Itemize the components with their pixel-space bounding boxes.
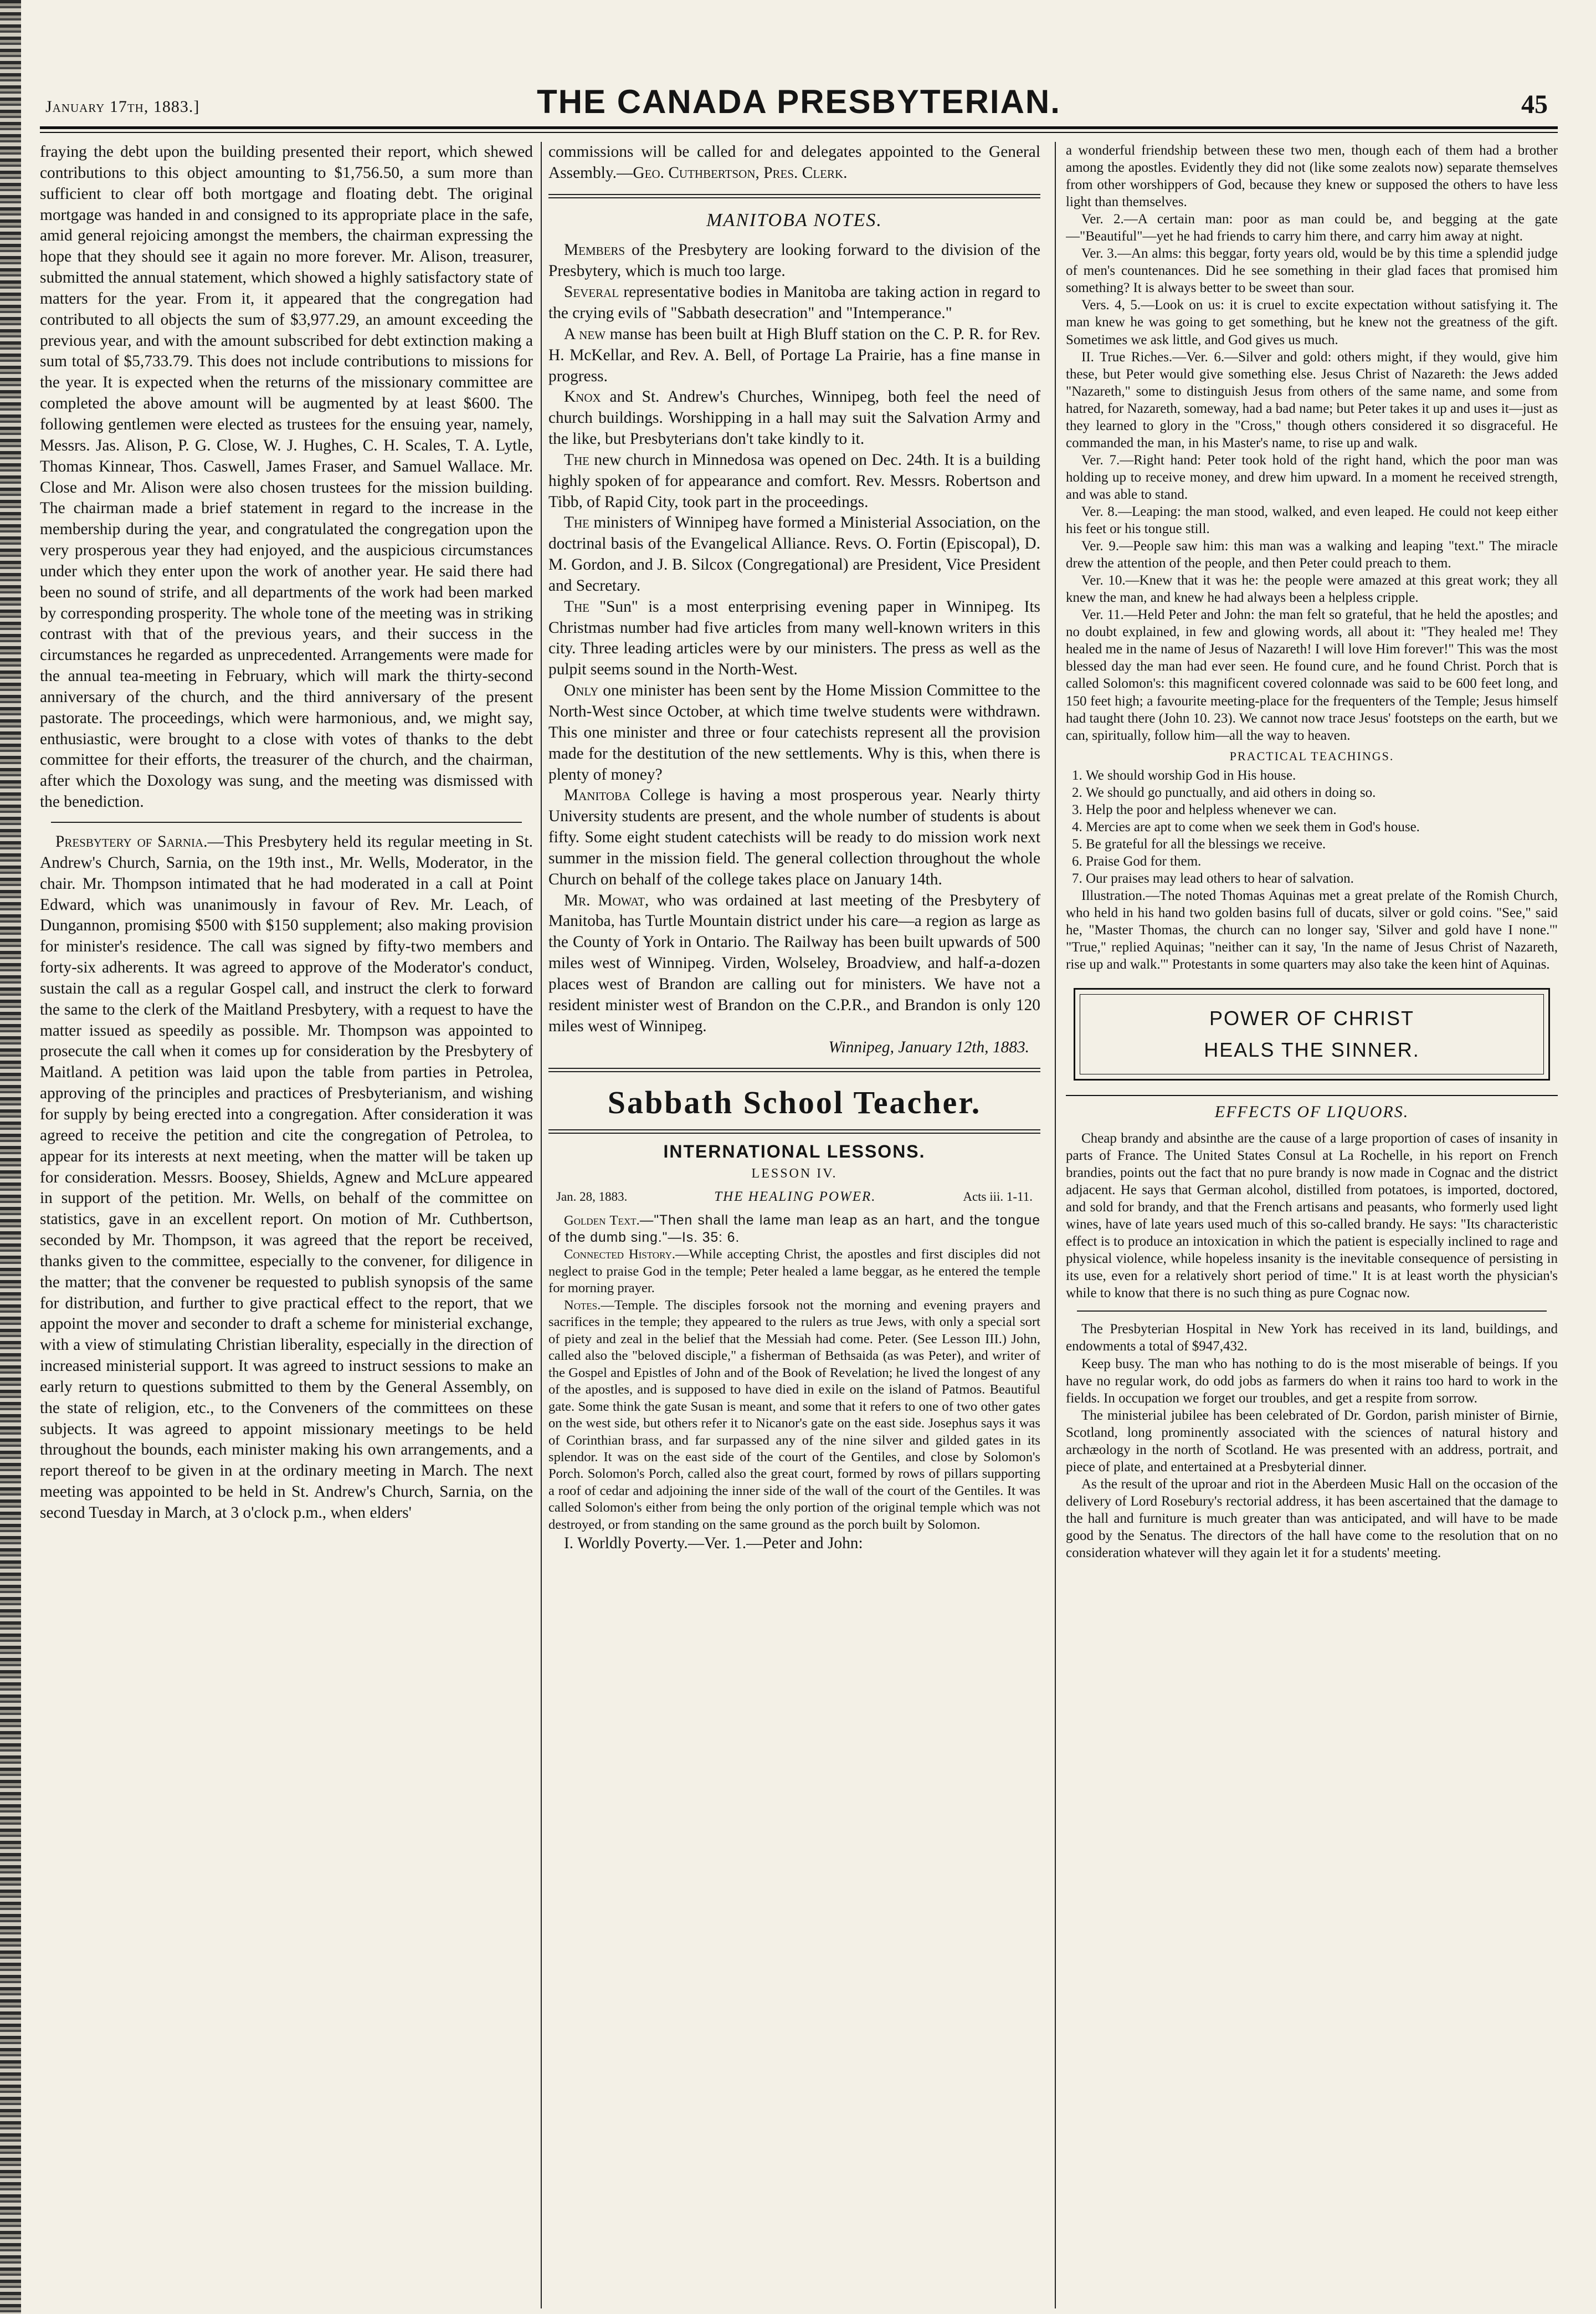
note-lead: Mr. Mowat, [564,891,649,909]
note-text: "Sun" is a most enterprising evening paper in Winnipeg. Its Christmas number had five articles from many well-known writers in this city. Three leading articles were by our ministers. The press as well as the pulpit seems sound in the North-West. [548,597,1040,679]
illustration: Illustration.—The noted Thomas Aquinas met a great prelate of the Romish Church, who held in his hand two golden basins full of ducats, silver or gold coins. "See," said he, "Master Thomas, the church can no longer say, 'Silver and gold have I none.'" "True," replied Aquinas; "neither can it say, 'In the name of Jesus Christ of Nazareth, rise up and walk.'" Protestants in some quarters may also take the keen hint of Aquinas. [1066,888,1558,972]
international-lessons-heading: INTERNATIONAL LESSONS. [663,1141,926,1161]
publication-title: THE CANADA PRESBYTERIAN. [537,83,1061,120]
continuation-text: commissions will be called for and delegates appointed to the General Assembly. [548,143,1040,182]
manitoba-note [548,680,1040,785]
teaching-item: 4. Mercies are apt to come when we seek them in God's house. [1086,818,1558,836]
verse-11: Ver. 11.—Held Peter and John: the man felt so grateful, that he held the apostles; and no doubt explained, in few and glowing words, all about it: "They healed me! They healed me in the name of Jesus of Nazareth! I will love Him forever!" This was the most blessed day the man had ever seen. He found cure, and he found Christ. Porch that is called Solomon's: this magnificent covered colonnade was said to be 600 feet long, and 150 feet high; a favourite meeting-place for the frequenters of the Temple; Jesus himself had taught there (John 10. 23). We cannot now trace Jesus' footsteps on the earth, but we can, spiritually, follow him—all the way to heaven. [1066,607,1558,743]
teaching-item: 7. Our praises may lead others to hear of salvation. [1086,870,1558,887]
manitoba-note [548,890,1040,1037]
lesson-continuation: a wonderful friendship between these two men, though each of them had a brother among the apostles. Evidently they did not (like some zealots now) separate themselves from other worshippers of God, because they knew or supposed the others to have less light than themselves. [1066,143,1558,210]
note-lead: Several [564,283,619,301]
manitoba-note [548,324,1040,387]
newspaper-page [40,72,1558,1561]
note-lead: Members [564,241,625,259]
verse-3: Ver. 3.—An alms: this beggar, forty years old, would be by this time a splendid judge of men's countenances. Did he see something in their glad faces that promised him something? It is always better to be sweet than sour. [1066,246,1558,296]
note-text: ministers of Winnipeg have formed a Ministerial Association, on the doctrinal basis of the Evangelical Alliance. Revs. O. Fortin (Episcopal), D. M. Gordon, and J. B. Silcox (Congregational) are President, Vice President and Secretary. [548,514,1040,595]
worldly-poverty: I. Worldly Poverty.—Ver. 1.—Peter and John: [564,1534,863,1553]
note-text: representative bodies in Manitoba are taking action in regard to the crying evils of "Sabbath desecration" and "Intemperance." [548,283,1040,322]
teaching-item: 2. We should go punctually, and aid others in doing so. [1086,784,1558,801]
practical-teachings-list [1066,767,1558,887]
liquors-article: Cheap brandy and absinthe are the cause of a large proportion of cases of insanity in parts of France. The United States Consul at La Rochelle, in his report on French brandies, points out the fact that no pure brandy is now made in Cognac and the district adjacent. He says that German alcohol, distilled from potatoes, is imported, doctored, and sold for brandy, and that the French artisans and peasants, who formerly used light wines, have of late years used much of this so-called brandy. He says: "Its characteristic effect is to produce an intoxication in which the patient is especially inclined to rage and physical violence, while hopeless insanity is the inevitable consequence of persisting in its use, even for a relatively short period of time." It is at least worth the physician's while to know that there is no such thing as pure Cognac now. [1066,1130,1558,1301]
practical-teachings-heading: PRACTICAL TEACHINGS. [1229,749,1394,763]
note-lead: Knox [564,388,601,406]
sarnia-text: —This Presbytery held its regular meeting in St. Andrew's Church, Sarnia, on the 19th inst., Mr. Wells, Moderator, in the chair. Mr. Thompson intimated that he had moderated in a call at Point Edward, which was unanimously in favour of Rev. Mr. Leach, of Dungannon, promising $500 with $150 supplement; also making provision for minister's residence. The call was signed by fifty-two members and forty-six adherents. It was agreed to approve of the Moderator's conduct, sustain the call as a regular Gospel call, and instruct the clerk to forward the same to the clerk of the Maitland Presbytery, with a request to have the matter issued as speedily as possible. Mr. Thompson was appointed to prosecute the call when it comes up for consideration by the Presbytery of Maitland. A petition was laid upon the table from parties in Petrolea, approving of the principles and practices of Presbyterianism, and wishing for supply by being erected into a congregation. After consideration it was agreed to receive the petition and cite the congregation of Petrolea, to appear for its interests at next meeting, when the matter will be taken up for consideration. Messrs. Boosey, Shields, Agnew and McLure appeared in support of the petition. Mr. Wells, on behalf of the committee on statistics, gave in an excellent report. On motion of Mr. Cuthbertson, seconded by Mr. Thompson, it was agreed that the report be received, thanks given to the committee, especially to the convener, for diligence in the matter; that the convener be requested to publish synopsis of the same for distribution, and further to give practical effect to the report, that we appoint the mover and seconder to draft a scheme for ministerial exchange, with a view of stimulating Christian liberality, especially in the direction of increased ministerial support. It was agreed to instruct sessions to make an early return to questions submitted to them by the General Assembly, on the state of religion, etc., to the Conveners of the committees on these subjects. It was agreed to appoint missionary meetings to be held throughout the bounds, each minister making his own arrangements, and a report thereof to be given in at the ordinary meeting in March. The next meeting was appointed to be held in St. Andrew's Church, Sarnia, on the second Tuesday in March, at 3 o'clock p.m., when elders' [40,833,533,1522]
verse-2: Ver. 2.—A certain man: poor as man could be, and begging at the gate—"Beautiful"—yet he had friends to carry him there, and carry him away at night. [1066,212,1558,244]
page-binding-edge [0,0,21,2314]
golden-text-body: —"Then shall the lame man leap as an hart, and the tongue of the dumb sing."—Is. 35: 6. [548,1213,1040,1245]
sermon-box-inner [1080,994,1544,1074]
teaching-item: 5. Be grateful for all the blessings we receive. [1086,836,1558,853]
verse-8: Ver. 8.—Leaping: the man stood, walked, and even leaped. He could not keep either his feet or his tongue still. [1066,504,1558,537]
note-lead: The [564,597,589,616]
column-3 [1066,142,1558,2308]
history-lead: Connected History. [564,1247,676,1262]
lesson-notes [548,1297,1040,1534]
true-riches: II. True Riches.—Ver. 6.—Silver and gold: others might, if they would, give him these, but Peter would give something else. Jesus Christ of Nazareth: the Jews added "Nazareth," some to distinguish Jesus from others of the same name, and some from hatred, for Nazareth, someway, had a bad name; but Peter takes it up and uses it—just as they learned to glory in the "Cross," though others considered it so disgraceful. He commanded the man, in his Master's name, to rise up and walk. [1066,349,1558,450]
connected-history [548,1246,1040,1297]
page-number: 45 [1521,90,1548,119]
manitoba-note [548,597,1040,680]
aberdeen-item: As the result of the uproar and riot in the Aberdeen Music Hall on the occasion of the delivery of Lord Rosebury's rectorial address, it has been ascertained that the damage to the hall and furniture is much greater than was anticipated, and will have to be made good by the Senatus. The directors of the hall have come to the resolution that on no consideration whatever will they again let it for a students' meeting. [1066,1476,1558,1561]
manitoba-notes-heading: MANITOBA NOTES. [706,209,882,231]
column-1 [40,142,533,2308]
jubilee-item: The ministerial jubilee has been celebrated of Dr. Gordon, parish minister of Birnie, Scotland, long prominently associated with the sciences of natural history and archæology in the north of Scotland. He was presented with an address, portrait, and piece of plate, and entertained at a Presbyterial dinner. [1066,1407,1558,1475]
lesson-line [556,1188,1033,1206]
section-rule [1077,1310,1547,1312]
article-continuation: fraying the debt upon the building presented their report, which shewed contributions to this object amounting to $1,756.50, a sum more than sufficient to clear off both mortgage and floating debt. The original mortgage was handed in and consigned to its appropriate place in the safe, amid general rejoicing amongst the members, the chairman expressing the hope that they should see it again no more forever. Mr. Alison, treasurer, submitted the annual statement, which showed a highly satisfactory state of matters for the year. From it, it appeared that the congregation had contributed to all objects the sum of $3,977.29, an amount exceeding the previous year, and with the amount subscribed for debt extinction making a sum total of $5,733.79. This does not include contributions to missions for the year. It is expected when the returns of the missionary committee are completed the above amount will be augmented by at least $600. The following gentlemen were elected as trustees for the ensuing year, namely, Messrs. Jas. Alison, P. G. Close, W. J. Hughes, C. H. Scales, T. A. Lytle, Thomas Kinnear, Thos. Caswell, James Fraser, and Samuel Wallace. Mr. Close and Mr. Alison were also chosen trustees for the mission building. The chairman made a brief statement in regard to the increase in the membership during the year, and congratulated the congregation upon the very prosperous year they had enjoyed, and the auspicious circumstances under which they enter upon the work of another year. He said there had been no sound of strife, and all departments of the work had been marked by corresponding prosperity. The whole tone of the meeting was in striking contrast with that of the previous years, and their success in the circumstances he regarded as unprecedented. Arrangements were made for the annual tea-meeting in February, which will mark the thirty-second anniversary of the church, and the third anniversary of the present pastorate. The proceedings, which were harmonious, and, we might say, enthusiastic, were brought to a close with votes of thanks to the debt committee for their efforts, the treasurer of the church, and the chairman, after which the Doxology was sung, and the meeting was dismissed with the benediction. [40,143,533,811]
banner-rule [548,1129,1040,1134]
golden-text-lead: Golden Text. [564,1213,640,1228]
section-double-rule [548,194,1040,198]
lesson-reference: Acts iii. 1-11. [963,1190,1033,1204]
note-text: College is having a most prosperous year. Nearly thirty University students are present, and the whole number of students is about fifty. Some eight student catechists will be ready to do mission work next summer in the mission field. The general collection throughout the whole Church on behalf of the college takes place on January 14th. [548,786,1040,888]
note-lead: Only [564,682,599,700]
lesson-number: LESSON IV. [751,1166,838,1181]
lesson-date: Jan. 28, 1883. [556,1190,628,1204]
header-rule-thick [40,126,1558,129]
effects-of-liquors-heading: EFFECTS OF LIQUORS. [1214,1102,1409,1121]
verse-9: Ver. 9.—People saw him: this man was a walking and leaping "text." The miracle drew the attention of the people, and then Peter could preach to them. [1066,539,1558,571]
manitoba-note [548,450,1040,513]
teaching-item: 1. We should worship God in His house. [1086,767,1558,784]
notes-lead: Notes. [564,1297,601,1313]
verse-7: Ver. 7.—Right hand: Peter took hold of the right hand, which the poor man was holding up to receive money, and drew him upward. In a moment he received strength, and was able to stand. [1066,452,1558,502]
note-text: of the Presbytery are looking forward to the division of the Presbytery, which is much too large. [548,241,1040,280]
masthead [40,72,1558,123]
note-lead: A new [564,325,606,343]
note-lead: The [564,514,589,532]
manitoba-note [548,513,1040,596]
sarnia-lead: Presbytery of Sarnia. [55,833,208,851]
hospital-item: The Presbyterian Hospital in New York has received in its land, buildings, and endowments a total of $947,432. [1066,1322,1558,1354]
note-lead: The [564,450,589,469]
teaching-item: 3. Help the poor and helpless whenever we can. [1086,801,1558,818]
dateline-text: Winnipeg, January 12th, 1883. [828,1038,1029,1056]
sarnia-continuation [548,142,1040,184]
note-lead: Manitoba [564,786,631,805]
issue-date: January 17th, 1883.] [45,98,200,116]
manitoba-note [548,387,1040,450]
note-text: who was ordained at last meeting of the Presbytery of Manitoba, has Turtle Mountain district under his care—a region as large as the County of York in Ontario. The Railway has been built upwards of 500 miles west of Winnipeg. Virden, Wolseley, Broadview, and half-a-dozen places west of Brandon are calling out for ministers. We have not a resident minister west of Brandon on the C.P.R., and Brandon is only 120 miles west of Winnipeg. [548,891,1040,1035]
clerk-signature: —Geo. Cuthbertson, Pres. Clerk. [617,163,848,182]
notes-body: —Temple. The disciples forsook not the morning and evening prayers and sacrifices in the temple; they appeared to the rulers as true Jews, with only a special sort of piety and zeal in the belief that the Messiah had come. Peter. (See Lesson III.) John, called also the "beloved disciple," a fisherman of Bethsaida (as was Peter), and writer of the Gospel and Epistles of John and of the Book of Revelation; he lived the longest of any of the apostles, and is supposed to have died in exile on the island of Patmos. Beautiful gate. Some think the gate Susan is meant, and some that it refers to one of two other gates on the west side, but others refer it to Nicanor's gate on the east side. Josephus says it was of Corinthian brass, and far surpassed any of the nine silver and gilded gates in its splendor. It was on the east side of the court of the Gentiles, and close by Solomon's Porch. Solomon's Porch, called also the great court, formed by rows of pillars supporting a roof of cedar and adjoining the inner side of the wall of the court of the Gentiles. It was called Solomon's either from being the only portion of the original temple which was not destroyed, or from standing on the same ground as the porch built by Solomon. [548,1297,1040,1532]
note-text: new church in Minnedosa was opened on Dec. 24th. It is a building highly spoken of for appearance and comfort. Rev. Messrs. Robertson and Tibb, of Rapid City, took part in the proceedings. [548,450,1040,511]
note-text: one minister has been sent by the Home Mission Committee to the North-West since October, at which time twelve students were withdrawn. This one minister and three or four catechists represent all the provision made for the destitution of the new settlements. Why is this, when there is plenty of money? [548,682,1040,784]
sermon-box [1074,988,1550,1081]
section-rule [1066,1095,1558,1096]
verse-10: Ver. 10.—Knew that it was he: the people were amazed at this great work; they all knew the man, and knew he had always been a helpless cripple. [1066,573,1558,606]
manitoba-note [548,240,1040,282]
golden-text [548,1212,1040,1246]
column-2 [548,142,1040,2308]
note-text: manse has been built at High Bluff station on the C. P. R. for Rev. H. McKellar, and Rev. A. Bell, of Portage La Prairie, has a fine manse in progress. [548,325,1040,385]
box-line-2: HEALS THE SINNER. [1204,1038,1420,1062]
sarnia-report [40,832,533,1524]
keep-busy-item: Keep busy. The man who has nothing to do is the most miserable of beings. If you have no regular work, do odd jobs as farmers do when it rains too hard to work in the fields. In occupation we forget our troubles, and get a respite from sorrow. [1066,1356,1558,1406]
header-rule-thin [40,132,1558,133]
section-double-rule [548,1068,1040,1072]
sabbath-school-banner: Sabbath School Teacher. [607,1084,982,1121]
box-line-1: POWER OF CHRIST [1209,1006,1414,1030]
manitoba-notes [548,240,1040,1037]
section-rule [51,822,522,823]
manitoba-note [548,785,1040,890]
dateline [548,1037,1040,1058]
teaching-item: 6. Praise God for them. [1086,853,1558,870]
verses-4-5: Vers. 4, 5.—Look on us: it is cruel to excite expectation without satisfying it. The man knew he was going to get something, but he knew not the greatness of the gift. Sometimes we ask little, and God gives us much. [1066,298,1558,347]
lesson-title: THE HEALING POWER. [714,1189,876,1205]
manitoba-note [548,282,1040,324]
history-body: —While accepting Christ, the apostles and first disciples did not neglect to praise God in the temple; Peter healed a lame beggar, as he entered the temple for morning prayer. [548,1247,1040,1296]
note-text: and St. Andrew's Churches, Winnipeg, both feel the need of church buildings. Worshipping in a hall may suit the Salvation Army and the like, but Presbyterians don't take kindly to it. [548,388,1040,448]
